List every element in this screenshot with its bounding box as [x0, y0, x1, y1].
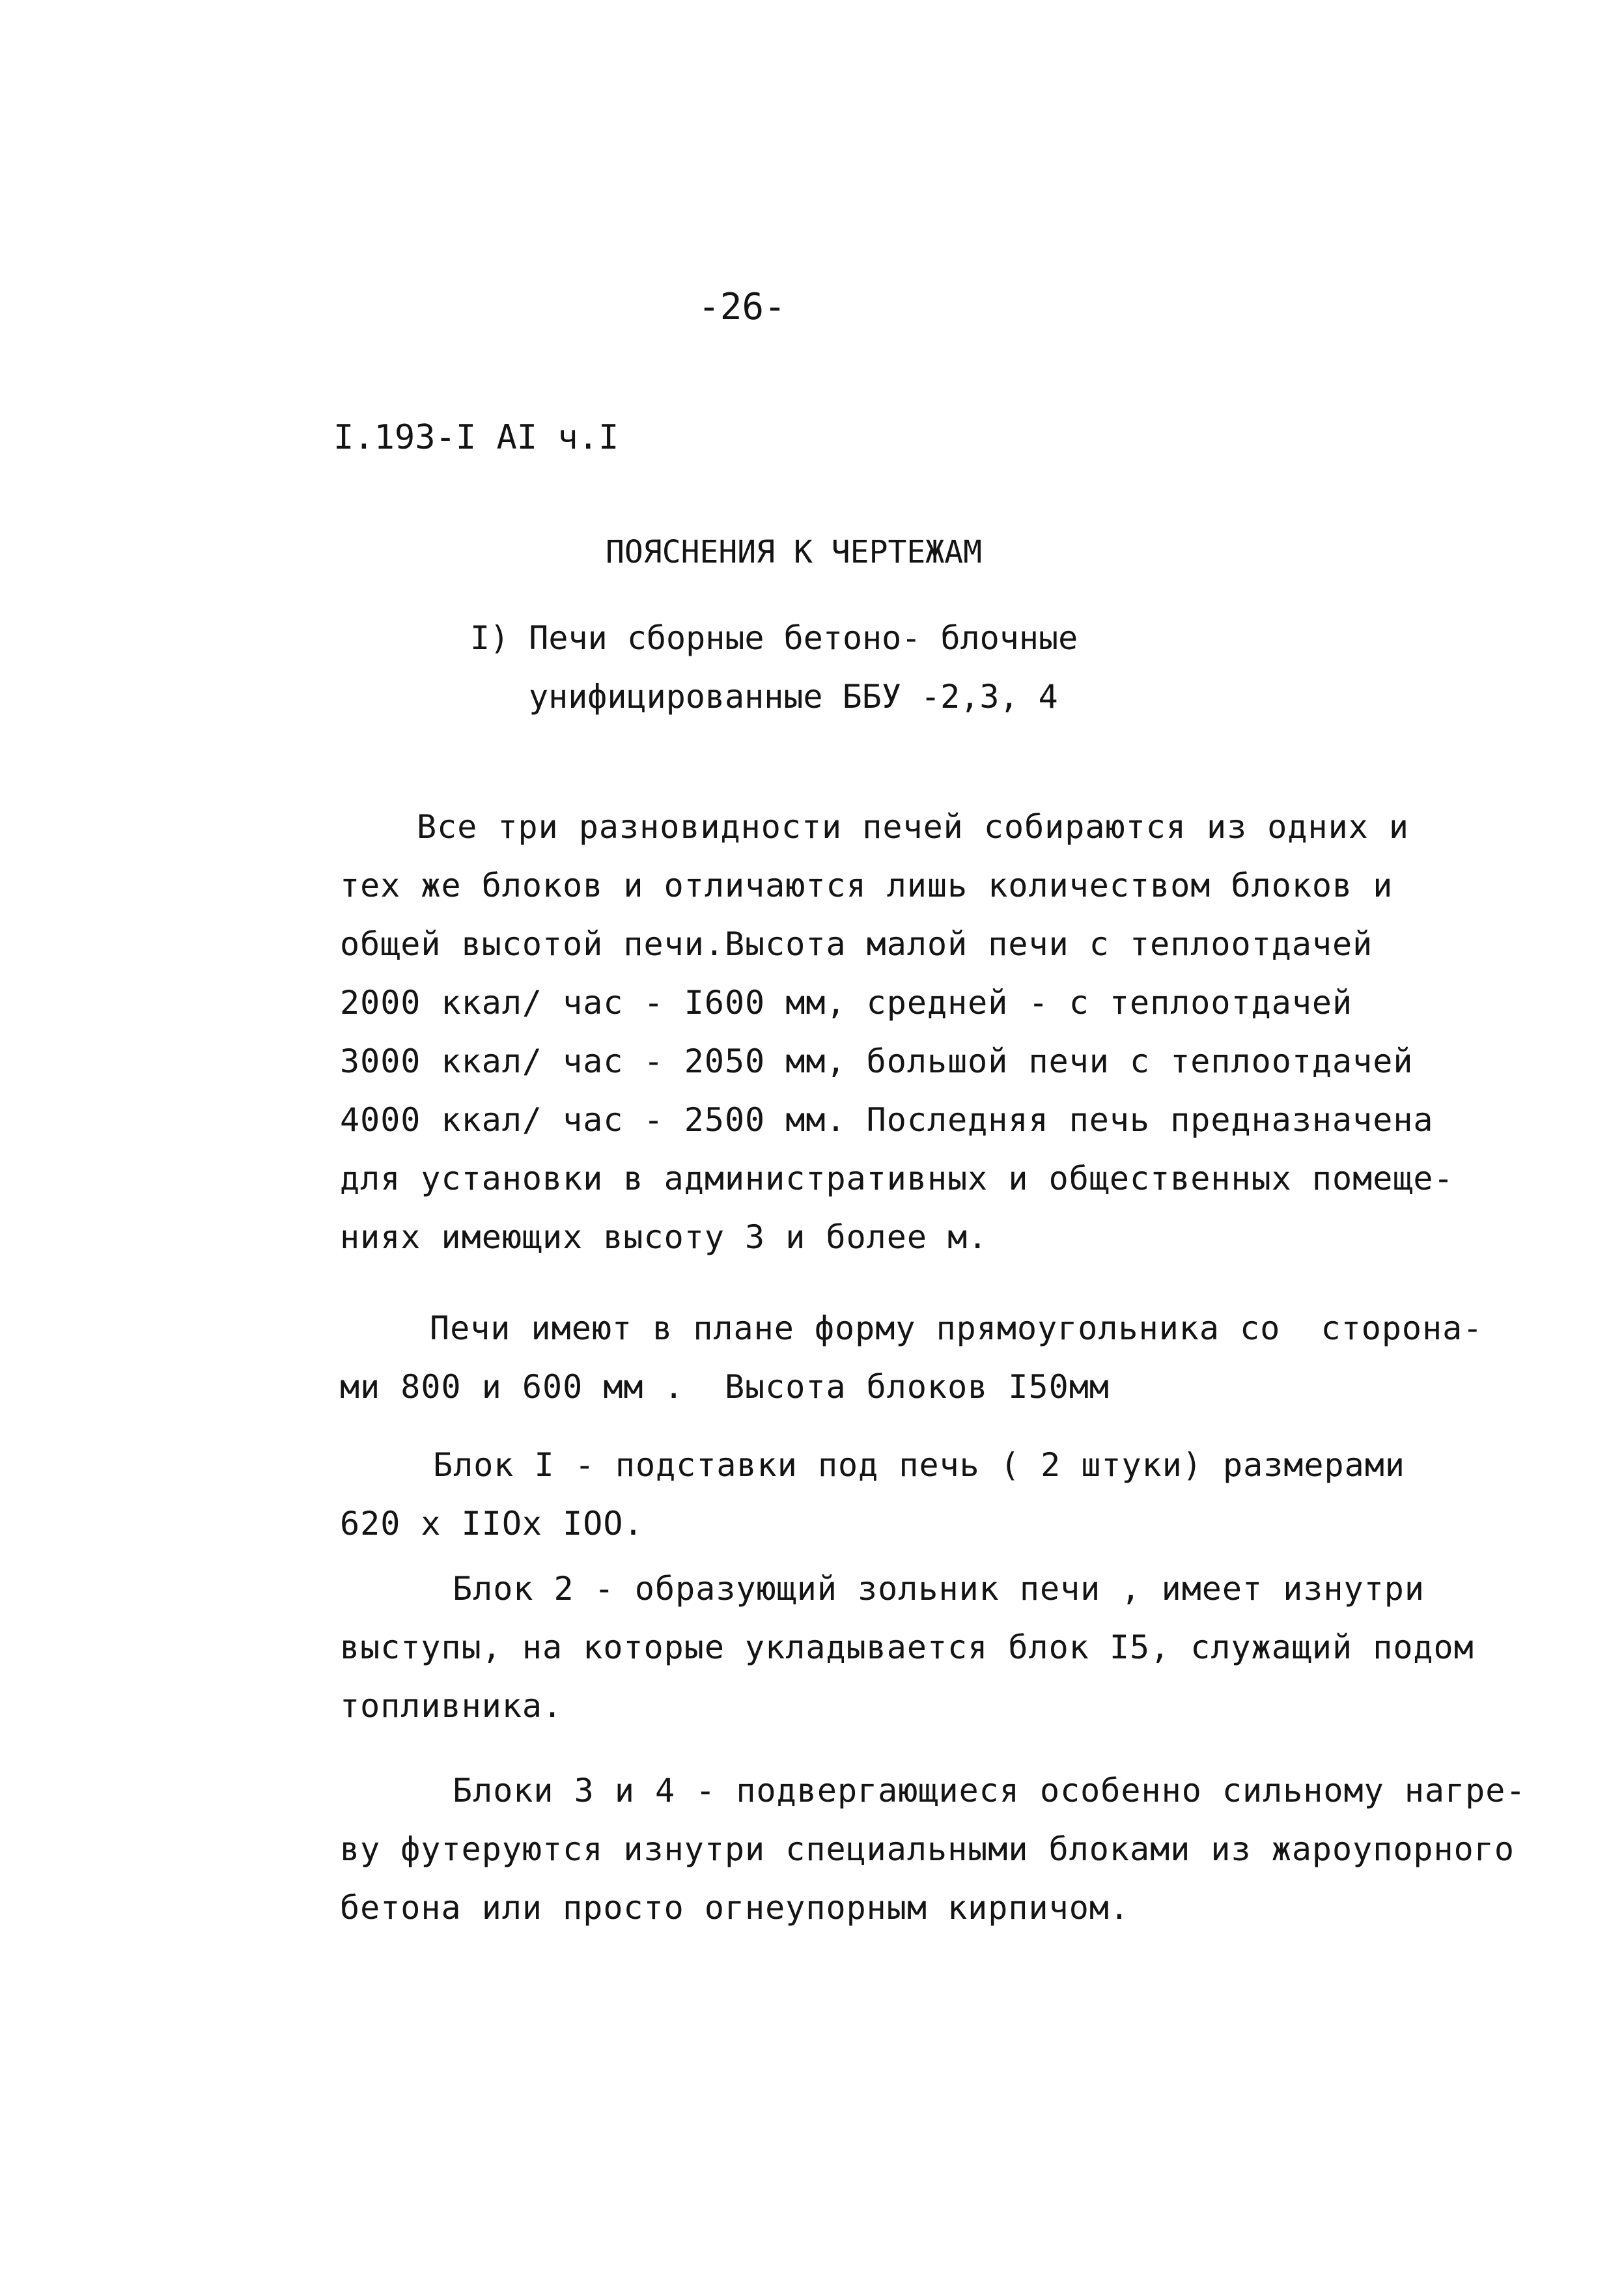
paragraph-1-line-5: 3000 ккал/ час - 2050 мм, большой печи с теплоотдачей: [340, 1042, 1414, 1080]
section-heading-line-1: I) Печи сборные бетоно- блочные: [470, 619, 1078, 657]
paragraph-3-line-1: Блок I - подставки под печь ( 2 штуки) размерами: [433, 1446, 1405, 1484]
section-heading-line-2: унифицированные ББУ -2,3, 4: [529, 678, 1058, 716]
paragraph-1-line-6: 4000 ккал/ час - 2500 мм. Последняя печь предназначена: [340, 1101, 1434, 1139]
paragraph-1-line-2: тех же блоков и отличаются лишь количеством блоков и: [340, 867, 1393, 904]
paragraph-2-line-2: ми 800 и 600 мм . Высота блоков I50мм: [340, 1368, 1110, 1406]
paragraph-5-line-2: ву футеруются изнутри специальными блоками из жароупорного: [340, 1830, 1515, 1868]
paragraph-1-line-8: ниях имеющих высоту 3 и более м.: [340, 1218, 988, 1256]
paragraph-4-line-2: выступы, на которые укладывается блок I5, служащий подом: [340, 1628, 1474, 1666]
paragraph-1-line-3: общей высотой печи.Высота малой печи с теплоотдачей: [340, 925, 1373, 963]
paragraph-3-line-2: 620 х IIOx IOO.: [340, 1505, 644, 1543]
paragraph-5-line-1: Блоки 3 и 4 - подвергающиеся особенно сильному нагре-: [453, 1772, 1526, 1809]
page-number: -26-: [698, 286, 786, 328]
paragraph-1-line-4: 2000 ккал/ час - I600 мм, средней - с теплоотдачей: [340, 984, 1353, 1022]
paragraph-4-line-3: топливника.: [340, 1687, 563, 1725]
paragraph-2-line-1: Печи имеют в плане форму прямоугольника со сторона-: [430, 1309, 1483, 1347]
paragraph-5-line-3: бетона или просто огнеупорным кирпичом.: [340, 1889, 1130, 1927]
paragraph-1-line-7: для установки в административных и общественных помеще-: [340, 1160, 1454, 1197]
page-title: ПОЯСНЕНИЯ К ЧЕРТЕЖАМ: [606, 534, 982, 570]
paragraph-4-line-1: Блок 2 - образующий зольник печи , имеет изнутри: [453, 1570, 1425, 1608]
paragraph-1-line-1: Все три разновидности печей собираются из одних и: [417, 808, 1410, 846]
document-code: I.193-I AI ч.I: [333, 418, 619, 457]
